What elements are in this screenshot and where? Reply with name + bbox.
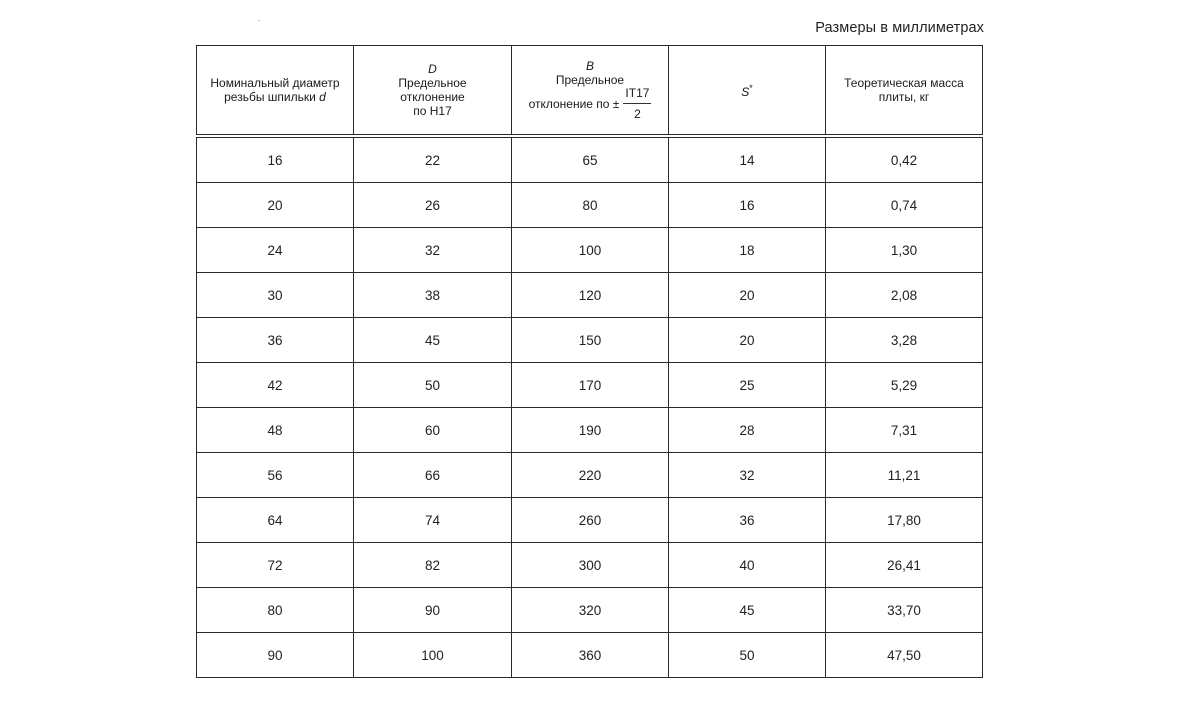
cell-S: 20 bbox=[669, 273, 826, 318]
symbol-D: D bbox=[428, 62, 437, 76]
cell-mass: 0,42 bbox=[826, 136, 983, 183]
cell-mass: 0,74 bbox=[826, 183, 983, 228]
header-text: Предельное bbox=[398, 76, 467, 90]
cell-mass: 5,29 bbox=[826, 363, 983, 408]
tolerance-expression bbox=[529, 87, 652, 121]
fraction-denominator: 2 bbox=[634, 107, 641, 121]
cell-D: 74 bbox=[354, 498, 512, 543]
table-row bbox=[197, 633, 983, 678]
cell-S: 16 bbox=[669, 183, 826, 228]
table-row bbox=[197, 498, 983, 543]
cell-S: 36 bbox=[669, 498, 826, 543]
table-row bbox=[197, 318, 983, 363]
table-body bbox=[197, 136, 983, 678]
cell-D: 26 bbox=[354, 183, 512, 228]
table-row bbox=[197, 588, 983, 633]
cell-S: 25 bbox=[669, 363, 826, 408]
cell-mass: 33,70 bbox=[826, 588, 983, 633]
cell-D: 60 bbox=[354, 408, 512, 453]
header-B-tolerance bbox=[512, 46, 669, 137]
cell-D: 90 bbox=[354, 588, 512, 633]
header-nominal-diameter bbox=[197, 46, 354, 137]
cell-B: 80 bbox=[512, 183, 669, 228]
cell-d: 24 bbox=[197, 228, 354, 273]
cell-B: 65 bbox=[512, 136, 669, 183]
table-row bbox=[197, 228, 983, 273]
cell-B: 360 bbox=[512, 633, 669, 678]
table-row bbox=[197, 543, 983, 588]
cell-S: 20 bbox=[669, 318, 826, 363]
table-header bbox=[197, 46, 983, 137]
cell-d: 48 bbox=[197, 408, 354, 453]
header-text: Теоретическая масса bbox=[844, 76, 964, 90]
cell-B: 190 bbox=[512, 408, 669, 453]
footnote-mark: * bbox=[749, 83, 753, 93]
cell-d: 20 bbox=[197, 183, 354, 228]
cell-D: 66 bbox=[354, 453, 512, 498]
cell-B: 100 bbox=[512, 228, 669, 273]
cell-mass: 11,21 bbox=[826, 453, 983, 498]
cell-D: 50 bbox=[354, 363, 512, 408]
cell-d: 36 bbox=[197, 318, 354, 363]
table-row bbox=[197, 408, 983, 453]
cell-mass: 17,80 bbox=[826, 498, 983, 543]
header-mass bbox=[826, 46, 983, 137]
cell-D: 45 bbox=[354, 318, 512, 363]
cell-mass: 26,41 bbox=[826, 543, 983, 588]
cell-d: 90 bbox=[197, 633, 354, 678]
cell-S: 28 bbox=[669, 408, 826, 453]
header-text: резьбы шпильки bbox=[224, 90, 320, 104]
cell-B: 260 bbox=[512, 498, 669, 543]
cell-mass: 47,50 bbox=[826, 633, 983, 678]
cell-B: 120 bbox=[512, 273, 669, 318]
header-text: отклонение bbox=[400, 90, 465, 104]
cell-d: 72 bbox=[197, 543, 354, 588]
cell-d: 56 bbox=[197, 453, 354, 498]
symbol-S: S bbox=[741, 85, 750, 99]
cell-mass: 3,28 bbox=[826, 318, 983, 363]
table-row bbox=[197, 453, 983, 498]
header-row bbox=[197, 46, 983, 137]
cell-B: 220 bbox=[512, 453, 669, 498]
table-row bbox=[197, 136, 983, 183]
table-row bbox=[197, 273, 983, 318]
cell-D: 38 bbox=[354, 273, 512, 318]
cell-S: 50 bbox=[669, 633, 826, 678]
table-row bbox=[197, 363, 983, 408]
cell-B: 150 bbox=[512, 318, 669, 363]
cell-B: 320 bbox=[512, 588, 669, 633]
header-text: отклонение по ± bbox=[528, 97, 620, 111]
header-text: по H17 bbox=[413, 104, 452, 118]
cell-B: 170 bbox=[512, 363, 669, 408]
cell-S: 32 bbox=[669, 453, 826, 498]
header-D-tolerance bbox=[354, 46, 512, 137]
cell-D: 32 bbox=[354, 228, 512, 273]
cell-mass: 2,08 bbox=[826, 273, 983, 318]
header-text: Номинальный диаметр bbox=[210, 76, 340, 90]
cell-d: 80 bbox=[197, 588, 354, 633]
cell-mass: 7,31 bbox=[826, 408, 983, 453]
cell-d: 42 bbox=[197, 363, 354, 408]
header-text: плиты, кг bbox=[878, 90, 930, 104]
cell-S: 14 bbox=[669, 136, 826, 183]
header-B-block bbox=[529, 59, 652, 121]
cell-mass: 1,30 bbox=[826, 228, 983, 273]
symbol-B: B bbox=[585, 59, 594, 73]
cell-D: 82 bbox=[354, 543, 512, 588]
cell-D: 100 bbox=[354, 633, 512, 678]
cell-S: 45 bbox=[669, 588, 826, 633]
cell-d: 64 bbox=[197, 498, 354, 543]
cell-d: 30 bbox=[197, 273, 354, 318]
header-text: Предельное bbox=[555, 73, 625, 87]
units-caption: Размеры в миллиметрах bbox=[815, 20, 984, 36]
cell-D: 22 bbox=[354, 136, 512, 183]
scan-artifact bbox=[258, 20, 260, 21]
header-S bbox=[669, 46, 826, 137]
fraction-numerator: IT17 bbox=[623, 87, 651, 104]
table-row bbox=[197, 183, 983, 228]
dimensions-table bbox=[196, 45, 983, 678]
cell-d: 16 bbox=[197, 136, 354, 183]
cell-S: 18 bbox=[669, 228, 826, 273]
cell-S: 40 bbox=[669, 543, 826, 588]
symbol-d: d bbox=[319, 90, 326, 104]
cell-B: 300 bbox=[512, 543, 669, 588]
fraction bbox=[623, 87, 651, 121]
